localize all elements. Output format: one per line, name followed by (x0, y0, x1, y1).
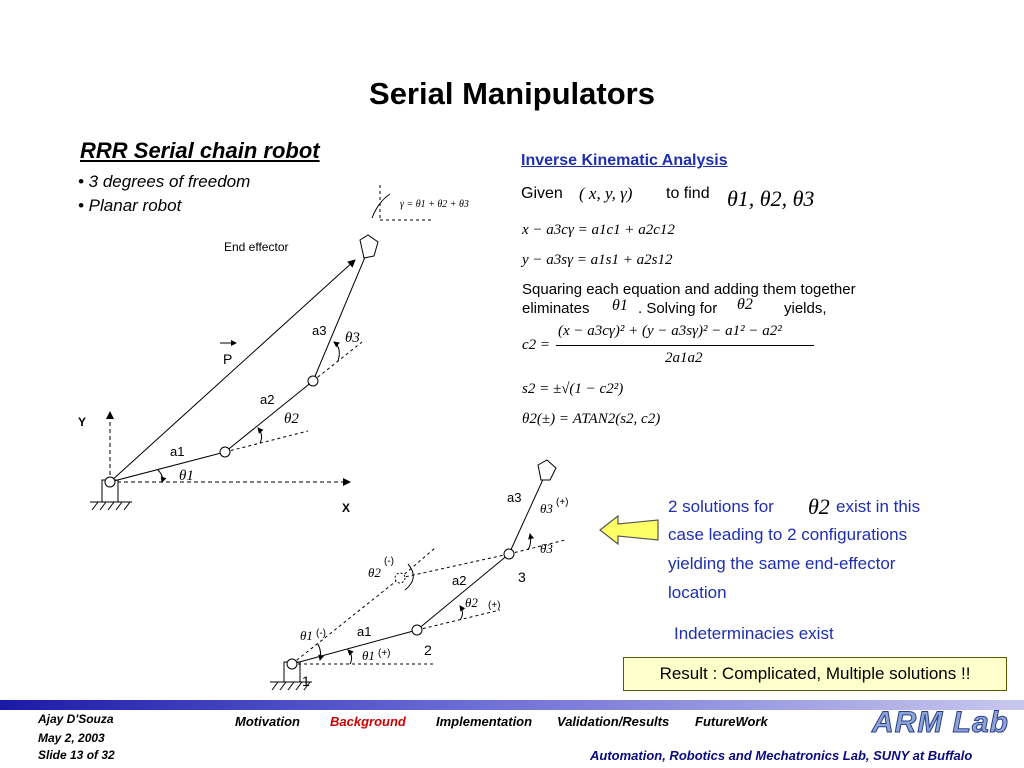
axis-y-label: Y (78, 415, 87, 429)
joint-1 (105, 477, 115, 487)
ik-s2-equation: s2 = ±√(1 − c2²) (522, 381, 624, 397)
angle-theta3-plus-sign: (+) (556, 497, 569, 508)
footer-date: May 2, 2003 (38, 731, 105, 745)
arm-lab-logo: ARM Lab (872, 706, 1009, 739)
link-a3 (313, 250, 368, 381)
ik-theta2-equation: θ2(±) = ATAN2(s2, c2) (522, 411, 661, 427)
note-indeterminacies: Indeterminacies exist (674, 624, 834, 643)
angle-theta2-plus: θ2 (465, 595, 478, 610)
note-theta2-symbol: θ2 (808, 494, 830, 519)
link-label-a3: a3 (312, 323, 327, 338)
angle-theta2-plus-sign: (+) (488, 600, 501, 611)
config-link-label-a3: a3 (507, 490, 522, 505)
ik-given-label: Given (521, 185, 563, 202)
ik-equation-2: y − a3sγ = a1s1 + a2s12 (522, 252, 673, 268)
end-effector-label: End effector (224, 240, 289, 254)
angle-label-theta1: θ1 (179, 468, 194, 484)
link-label-a1: a1 (170, 444, 185, 459)
nav-future-work[interactable]: FutureWork (695, 714, 768, 729)
config-link-label-a1: a1 (357, 624, 372, 639)
footer-lab-name: Automation, Robotics and Mechatronics Lab, SUNY at Buffalo (590, 748, 973, 763)
axis-x-label: X (342, 501, 351, 515)
ik-c2-numerator: (x − a3cγ)² + (y − a3sγ)² − a1² − a2² (558, 323, 782, 339)
angle-theta2-minus-sign: (-) (384, 556, 394, 567)
note-line-end-effector: yielding the same end-effector (668, 554, 896, 573)
nav-motivation[interactable]: Motivation (235, 714, 300, 729)
ik-c2-fraction-bar (556, 345, 814, 346)
joint-3 (308, 376, 318, 386)
config-link-label-a2: a2 (452, 573, 467, 588)
gamma-equation: γ = θ1 + θ2 + θ3 (400, 199, 469, 210)
nav-background[interactable]: Background (330, 714, 406, 729)
ik-solving-for-text: . Solving for (638, 300, 718, 317)
end-effector (360, 235, 378, 258)
ik-eliminates-text: eliminates (522, 300, 590, 317)
ik-squaring-text: Squaring each equation and adding them together (522, 281, 856, 298)
robot-diagram-configurations (260, 450, 590, 700)
nav-implementation[interactable]: Implementation (436, 714, 533, 729)
ik-theta1-symbol: θ1 (612, 297, 628, 314)
joint-number-1: 1 (302, 673, 310, 689)
joint-number-3: 3 (518, 569, 526, 585)
slide-subtitle: RRR Serial chain robot (80, 138, 320, 163)
angle-theta1-plus: θ1 (362, 648, 375, 663)
ik-equation-1: x − a3cγ = a1c1 + a2c12 (522, 222, 675, 238)
ik-heading: Inverse Kinematic Analysis (521, 152, 728, 169)
note-solutions-exist: exist in this (836, 497, 921, 516)
point-p-label: P (223, 351, 233, 367)
angle-theta1-plus-sign: (+) (378, 648, 391, 659)
link-label-a2: a2 (260, 392, 275, 407)
slide-title: Serial Manipulators (369, 76, 655, 111)
ik-c2-denominator: 2a1a2 (665, 350, 703, 366)
ik-theta2-symbol: θ2 (737, 296, 753, 313)
note-solutions-start: 2 solutions for (668, 497, 774, 516)
angle-theta1-minus: θ1 (300, 628, 313, 643)
ik-find-vars: θ1, θ2, θ3 (727, 186, 815, 211)
angle-theta3-plus: θ3 (540, 501, 553, 516)
joint-2 (220, 447, 230, 457)
ik-given-vars: ( x, y, γ) (579, 184, 633, 203)
position-vector-p (110, 260, 355, 482)
angle-theta3: θ3 (540, 541, 553, 556)
angle-theta2-minus: θ2 (368, 565, 381, 580)
pointer-arrow-icon (598, 513, 662, 547)
ik-to-find-label: to find (666, 185, 710, 202)
note-line-location: location (668, 583, 727, 602)
nav-validation-results[interactable]: Validation/Results (557, 714, 670, 729)
result-box: Result : Complicated, Multiple solutions !! (623, 657, 1007, 691)
ik-yields-text: yields, (784, 300, 827, 317)
ik-c2-lhs: c2 = (522, 337, 551, 353)
config-plus-link-a2 (417, 554, 509, 630)
footer-divider (0, 700, 1024, 710)
angle-label-theta2: θ2 (284, 411, 299, 427)
angle-theta1-minus-sign: (-) (316, 628, 326, 639)
angle-label-theta3: θ3 (345, 330, 360, 346)
joint-number-2: 2 (424, 642, 432, 658)
footer-slide-number: Slide 13 of 32 (38, 748, 115, 762)
bullet-planar: • Planar robot (78, 196, 182, 215)
footer-author: Ajay D'Souza (38, 712, 114, 726)
bullet-dof: • 3 degrees of freedom (78, 172, 251, 191)
note-line-configurations: case leading to 2 configurations (668, 525, 908, 544)
